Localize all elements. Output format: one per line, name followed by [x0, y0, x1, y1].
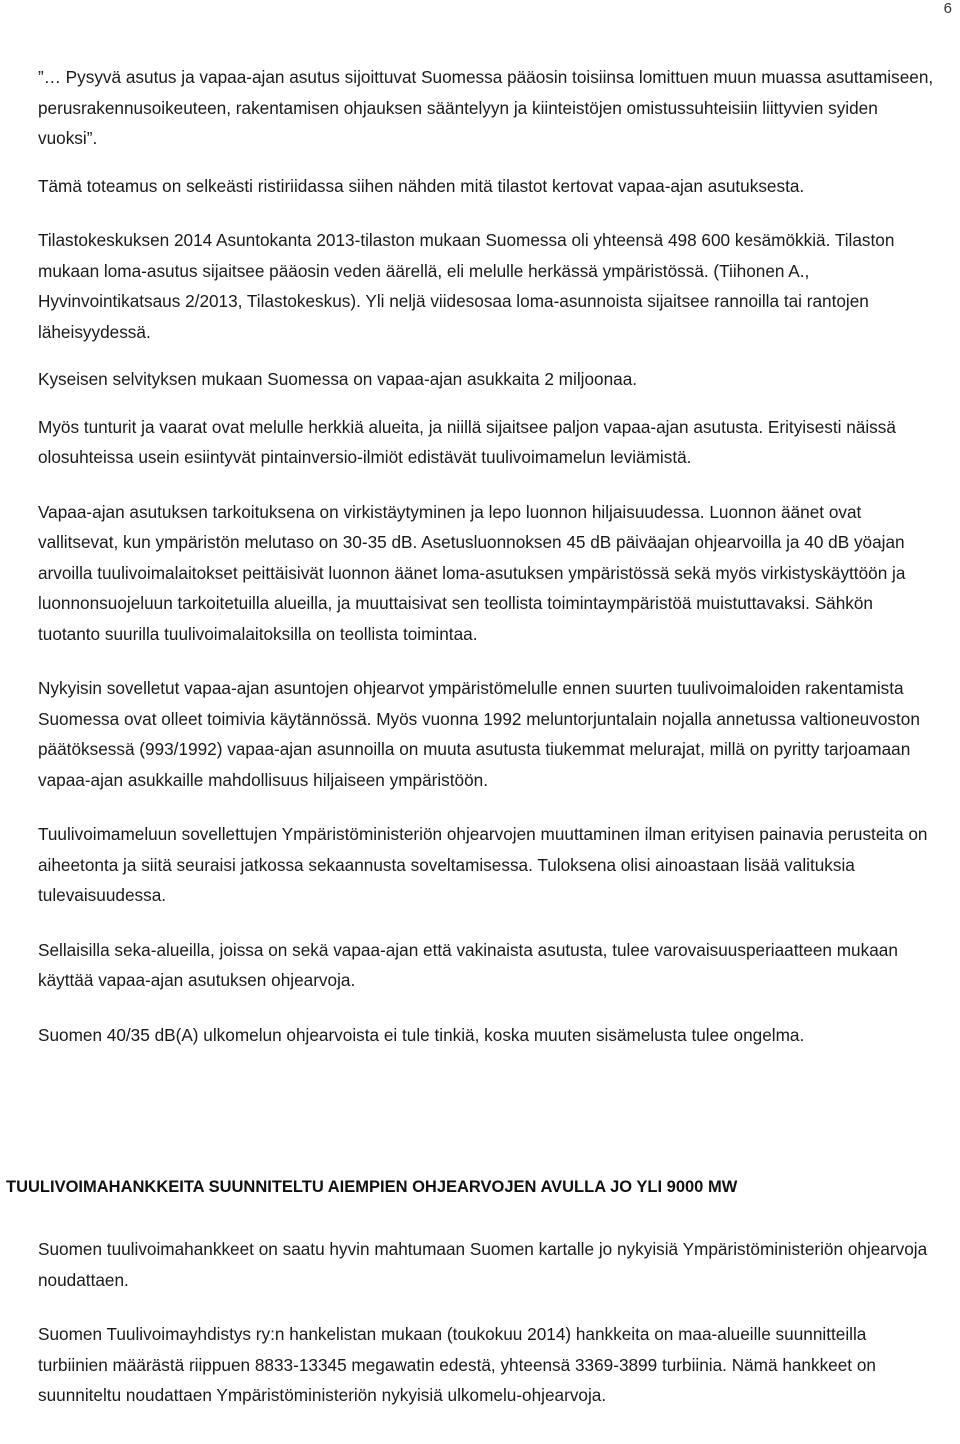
paragraph-residents: Kyseisen selvityksen mukaan Suomessa on vapaa-ajan asukkaita 2 miljoonaa. [38, 369, 638, 389]
page-number: 6 [943, 0, 952, 17]
section-heading: TUULIVOIMAHANKKEITA SUUNNITELTU AIEMPIEN OHJEARVOJEN AVULLA JO YLI 9000 MW [6, 1178, 738, 1196]
paragraph-outdoor-noise: Suomen 40/35 dB(A) ulkomelun ohjearvoista ei tule tinkiä, koska muuten sisämelusta tulee ongelma. [38, 1024, 805, 1045]
paragraph-statistics: Tilastokeskuksen 2014 Asuntokanta 2013-tilaston mukaan Suomessa oli yhteensä 498 600 kesämökkiä. Tilaston mukaan loma-asutus sijaitsee pääosin veden äärellä, eli melulle herkässä ympäristössä. (Tiihonen A., Hyvinvointikatsaus 2/2013, Tilastokeskus). Yli neljä viidesosaa loma-asunnoista sijaitsee rannoilla tai rantojen läheisyydessä. [38, 230, 895, 342]
paragraph-projects-fit: Suomen tuulivoimahankkeet on saatu hyvin mahtumaan Suomen kartalle jo nykyisiä Ympäristöministeriön ohjearvoja noudattaen. [38, 1239, 928, 1290]
paragraph-change: Tuulivoimameluun sovellettujen Ympäristöministeriön ohjearvojen muuttaminen ilman erityisen painavia perusteita on aiheetonta ja siitä seuraisi jatkossa sekaannusta soveltamisessa. Tuloksena olisi ainoastaan lisää valituksia tulevaisuudessa. [38, 824, 928, 905]
paragraph-purpose: Vapaa-ajan asutuksen tarkoituksena on virkistäytyminen ja lepo luonnon hiljaisuudessa. Luonnon äänet ovat vallitsevat, kun ympäristön melutaso on 30-35 dB. Asetusluonnoksen 45 dB päiväajan ohjearvoilla ja 40 dB yöajan arvoilla tuulivoimalaitokset peittäisivät luonnon äänet loma-asutuksen ympäristössä sekä myös virkistyskäyttöön ja luonnonsuojeluun tarkoitetuilla alueilla, ja muuttaisivat sen teollista toimintaympäristöä muistuttavaksi. Sähkön tuotanto suurilla tuulivoimalaitoksilla on teollista toimintaa. [38, 501, 906, 644]
document-body [38, 62, 938, 1050]
paragraph-contradiction: Tämä toteamus on selkeästi ristiriidassa siihen nähden mitä tilastot kertovat vapaa-ajan asutuksesta. [38, 175, 805, 196]
paragraph-current-guidelines: Nykyisin sovelletut vapaa-ajan asuntojen ohjearvot ympäristömelulle ennen suurten tuulivoimaloiden rakentamista Suomessa ovat olleet toimivia käytännössä. Myös vuonna 1992 meluntorjuntalain nojalla annetussa valtioneuvoston päätöksessä (993/1992) vapaa-ajan asunnoilla on muuta asutusta tiukemmat melurajat, millä on pyritty tarjoamaan vapaa-ajan asukkaille mahdollisuus hiljaiseen ympäristöön. [38, 678, 920, 790]
paragraph-fells: Myös tunturit ja vaarat ovat melulle herkkiä alueita, ja niillä sijaitsee paljon vapaa-ajan asutusta. Erityisesti näissä olosuhteissa usein esiintyvät pintainversio-ilmiöt edistävät tuulivoimamelun leviämistä. [38, 416, 896, 467]
section-body [38, 1234, 938, 1411]
paragraph-quote: ”… Pysyvä asutus ja vapaa-ajan asutus sijoittuvat Suomessa pääosin toisiinsa lomittuen muun muassa asuttamiseen, perusrakennusoikeuteen, rakentamisen ohjauksen sääntelyyn ja kiinteistöjen omistussuhteisiin liittyvien syiden vuoksi”. [38, 67, 934, 148]
paragraph-mixed-areas: Sellaisilla seka-alueilla, joissa on sekä vapaa-ajan että vakinaista asutusta, tulee varovaisuusperiaatteen mukaan käyttää vapaa-ajan asutuksen ohjearvoja. [38, 939, 898, 990]
paragraph-project-list: Suomen Tuulivoimayhdistys ry:n hankelistan mukaan (toukokuu 2014) hankkeita on maa-alueille suunnitteilla turbiinien määrästä riippuen 8833-13345 megawatin edestä, yhteensä 3369-3899 turbiinia. Nämä hankkeet on suunniteltu noudattaen Ympäristöministeriön nykyisiä ulkomelu-ohjearvoja. [38, 1324, 876, 1405]
